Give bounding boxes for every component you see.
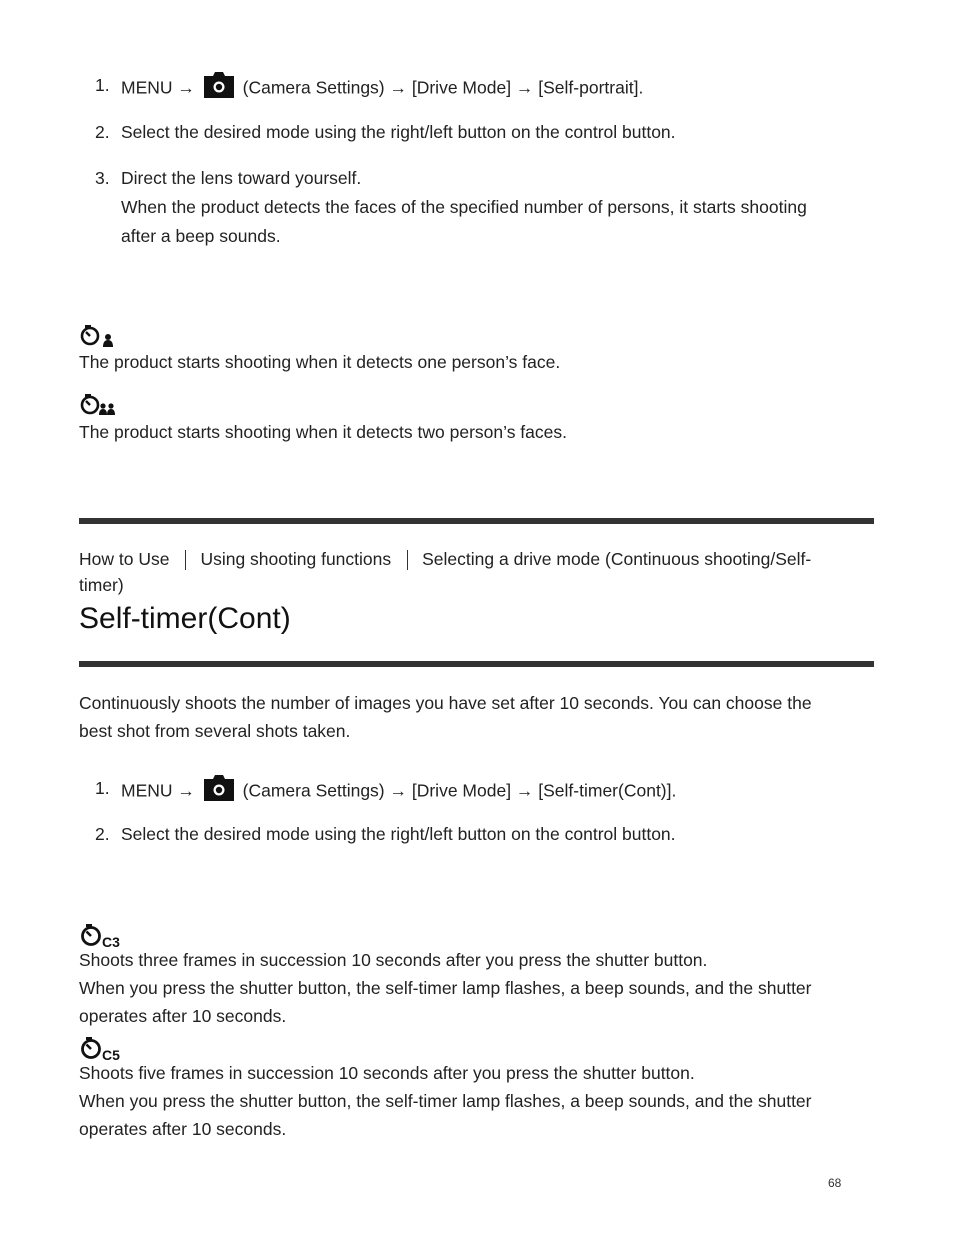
breadcrumb-separator bbox=[407, 550, 408, 570]
intro-line: Continuously shoots the number of images you have set after 10 seconds. You can choose the bbox=[79, 693, 812, 713]
breadcrumb bbox=[79, 546, 879, 598]
option-description bbox=[79, 946, 812, 1030]
step-number: 2. bbox=[95, 824, 110, 844]
step-rest: (Camera Settings) → [Drive Mode] → [Self-portrait]. bbox=[242, 77, 644, 98]
menu-label: MENU → bbox=[121, 780, 195, 801]
step-rest: (Camera Settings) → [Drive Mode] → [Self-timer(Cont)]. bbox=[242, 780, 677, 801]
step-number: 1. bbox=[95, 778, 110, 798]
option-line: When you press the shutter button, the self-timer lamp flashes, a beep sounds, and the shutter bbox=[79, 1091, 812, 1111]
option-line: operates after 10 seconds. bbox=[79, 1119, 287, 1139]
self-timer-two-persons-icon bbox=[80, 393, 116, 422]
step-line: after a beep sounds. bbox=[121, 226, 281, 246]
intro-line: best shot from several shots taken. bbox=[79, 721, 351, 741]
option-description: The product starts shooting when it detects one person’s face. bbox=[79, 352, 561, 372]
breadcrumb-drive-mode-cont[interactable]: timer) bbox=[79, 575, 124, 595]
page-number: 68 bbox=[828, 1176, 842, 1190]
step-text bbox=[121, 73, 643, 105]
section-divider bbox=[79, 661, 874, 667]
svg-text:C5: C5 bbox=[102, 1047, 120, 1062]
option-line: Shoots three frames in succession 10 seconds after you press the shutter button. bbox=[79, 950, 708, 970]
breadcrumb-separator bbox=[185, 550, 186, 570]
self-timer-one-person-icon bbox=[80, 324, 116, 353]
option-line: Shoots five frames in succession 10 seconds after you press the shutter button. bbox=[79, 1063, 695, 1083]
step-text: Select the desired mode using the right/left button on the control button. bbox=[121, 122, 676, 142]
menu-label: MENU → bbox=[121, 77, 195, 98]
step-line: Direct the lens toward yourself. bbox=[121, 168, 362, 188]
option-description: The product starts shooting when it detects two person’s faces. bbox=[79, 422, 567, 442]
breadcrumb-drive-mode[interactable]: Selecting a drive mode (Continuous shooting/Self- bbox=[422, 549, 812, 569]
step-text bbox=[121, 164, 807, 251]
option-line: When you press the shutter button, the self-timer lamp flashes, a beep sounds, and the shutter bbox=[79, 978, 812, 998]
step-number: 3. bbox=[95, 168, 110, 188]
step-number: 2. bbox=[95, 122, 110, 142]
step-text bbox=[121, 776, 676, 808]
breadcrumb-how-to-use[interactable]: How to Use bbox=[79, 549, 170, 569]
step-text: Select the desired mode using the right/left button on the control button. bbox=[121, 824, 676, 844]
step-number: 1. bbox=[95, 75, 110, 95]
option-line: operates after 10 seconds. bbox=[79, 1006, 287, 1026]
svg-text:C3: C3 bbox=[102, 934, 120, 949]
section-divider bbox=[79, 518, 874, 524]
camera-settings-icon bbox=[204, 775, 234, 807]
page-title: Self-timer(Cont) bbox=[79, 602, 291, 635]
option-description bbox=[79, 1059, 812, 1143]
intro-paragraph bbox=[79, 689, 812, 745]
step-line: When the product detects the faces of the specified number of persons, it starts shooting bbox=[121, 197, 807, 217]
camera-settings-icon bbox=[204, 72, 234, 104]
breadcrumb-shooting-functions[interactable]: Using shooting functions bbox=[200, 549, 392, 569]
